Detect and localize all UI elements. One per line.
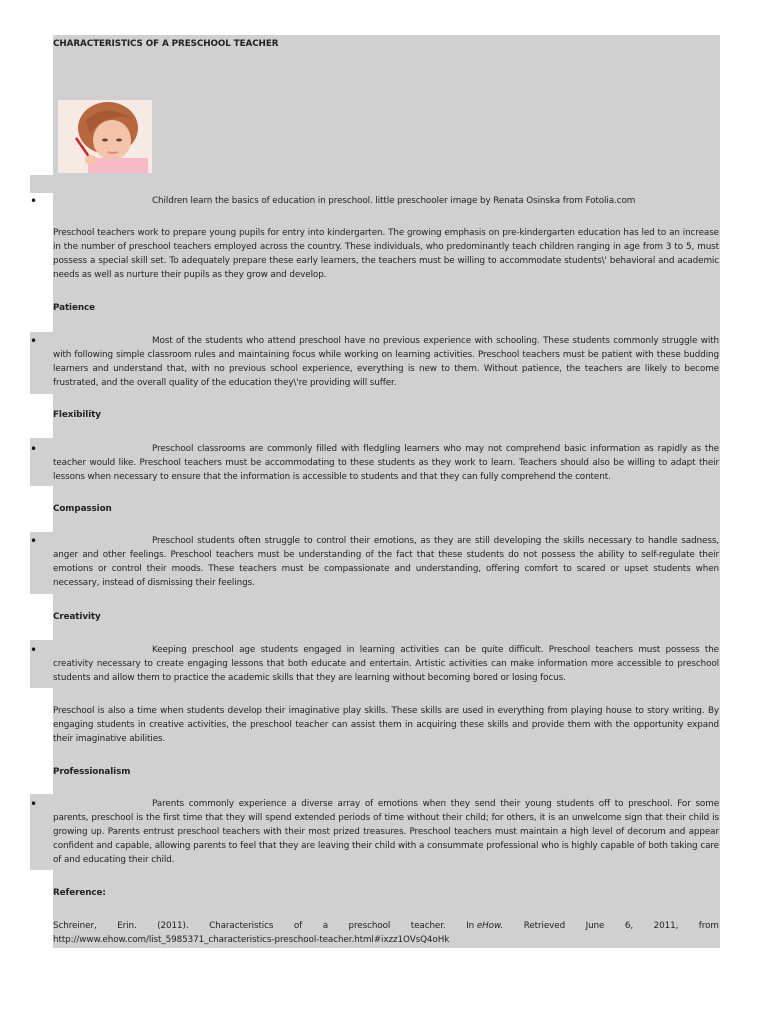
reference-url[interactable]: http://www.ehow.com/list_5985371_characteristics-preschool-teacher.html#ixzz1OVsQ4oHk	[53, 935, 450, 945]
page-title: CHARACTERISTICS OF A PRESCHOOL TEACHER	[53, 39, 279, 49]
bullet-icon: •	[30, 334, 38, 348]
reference-heading: Reference:	[53, 888, 106, 898]
section-body-patience: Most of the students who attend preschool have no previous experience with schooling. These students commonly struggle with with following simple classroom rules and maintaining focus while working on learning activities. Preschool teachers must be patient with these budding learners and understand that, with no previous school experience, everything is new to them. Without patience, the teachers are likely to become frustrated, and the overall quality of the education they\'re providing will suffer.	[53, 336, 719, 388]
gray-band	[53, 35, 720, 190]
section-body-compassion: Preschool students often struggle to control their emotions, as they are still developing the skills necessary to handle sadness, anger and other feelings. Preschool teachers must be understanding of the fact that these students do not possess the ability to self-regulate their emotions or control their moods. These teachers must be compassionate and understanding, offering comfort to scared or upset students when necessary, instead of dismissing their feelings.	[53, 536, 719, 588]
preschooler-photo	[58, 100, 152, 173]
section-body-flexibility: Preschool classrooms are commonly filled with fledgling learners who may not comprehend basic information as rapidly as the teacher would like. Preschool teachers must be accommodating to these students as they work to learn. Teachers should also be willing to adapt their lessons when necessary to ensure that the information is accessible to students and that they can fully comprehend the content.	[53, 444, 719, 482]
section-heading-creativity: Creativity	[53, 612, 101, 622]
section-body-creativity: Keeping preschool age students engaged in learning activities can be quite difficult. Preschool teachers must possess the creativity necessary to create engaging lessons that both educate and entertain. Artistic activities can make information more accessible to preschool students and allow them to practice the academic skills that they are learning without becoming bored or losing focus.	[53, 645, 719, 683]
section-heading-professionalism: Professionalism	[53, 767, 131, 777]
bullet-icon: •	[30, 643, 38, 657]
bullet-icon: •	[30, 797, 38, 811]
section-heading-compassion: Compassion	[53, 504, 112, 514]
bullet-icon: •	[30, 194, 38, 208]
section-heading-flexibility: Flexibility	[53, 410, 101, 420]
image-caption: Children learn the basics of education in preschool. little preschooler image by Renata Osinska from Fotolia.com	[152, 196, 636, 206]
section-extra-creativity: Preschool is also a time when students develop their imaginative play skills. These skills are used in everything from playing house to story writing. By engaging students in creative activities, the preschool teacher can assist them in acquiring these skills and provide them with the opportunity expand their imaginative abilities.	[53, 706, 719, 744]
intro-paragraph: Preschool teachers work to prepare young pupils for entry into kindergarten. The growing emphasis on pre-kindergarten education has led to an increase in the number of preschool teachers employed across the country. These individuals, who predominantly teach children ranging in age from 3 to 5, must possess a special skill set. To adequately prepare these early learners, the teachers must be willing to accommodate students\' behavioral and academic needs as well as nurture their pupils as they grow and develop.	[53, 228, 719, 280]
section-heading-patience: Patience	[53, 303, 95, 313]
bullet-icon: •	[30, 534, 38, 548]
section-body-professionalism: Parents commonly experience a diverse array of emotions when they send their young students off to preschool. For some parents, preschool is the first time that they will spend extended periods of time without their child; for others, it is an unwelcome sign that their child is growing up. Parents entrust preschool teachers with their most prized treasures. Preschool teachers must maintain a high level of decorum and appear confident and capable, allowing parents to feel that they are leaving their child with a consummate professional who is highly capable of both taking care of and educating their child.	[53, 799, 719, 865]
reference-citation: Schreiner, Erin. (2011). Characteristics of a preschool teacher. In eHow. Retrieved June 6, 2011, from	[53, 921, 719, 931]
bullet-icon: •	[30, 442, 38, 456]
